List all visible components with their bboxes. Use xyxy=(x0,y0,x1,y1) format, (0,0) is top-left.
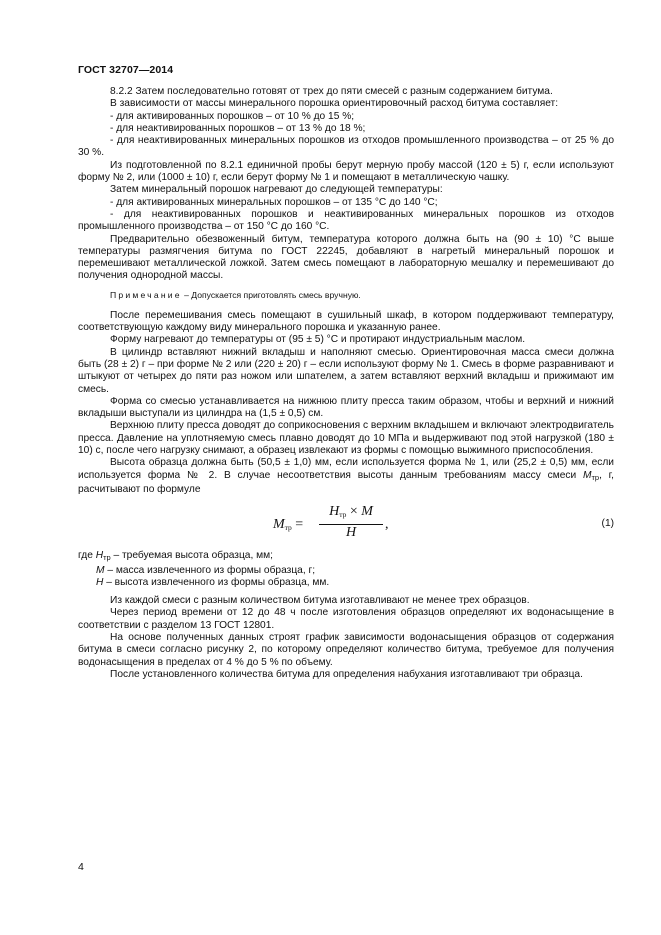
paragraph: После перемешивания смесь помещают в сушильный шкаф, в котором поддерживают температуру, соответствующую каждому виду минерального порошка и указанную ранее. xyxy=(78,309,614,334)
variable-h: H xyxy=(95,550,104,562)
text-span: где xyxy=(78,550,96,562)
note-label: Примечание xyxy=(110,289,182,300)
formula-var: M xyxy=(361,504,373,520)
paragraph: Форму нагревают до температуры от (95 ± 5) °С и протирают индустриальным маслом. xyxy=(110,334,526,346)
paragraph: На основе полученных данных строят график зависимости водонасыщения образцов от содержания битума в смеси согласно рисунку 2, по которому определяют количество битума, требуемое для получения водонасыщения в пределах от 4 % до 5 % по объему. xyxy=(78,631,614,668)
variable-h: H xyxy=(96,576,104,588)
paragraph: Предварительно обезвоженный битум, температура которого должна быть на (90 ± 10) °С выше температуры размягчения битума по ГОСТ 22245, добавляют в нагретый минеральный порошок и перемешивают металлической ложкой. Затем смесь помещают в лабораторную мешалку и перемешивают до получения однородной массы. xyxy=(78,233,614,282)
formula-denominator: H xyxy=(345,524,357,540)
text-span: – требуемая высота образца, мм; xyxy=(110,550,273,562)
variable-m: M xyxy=(96,564,105,576)
document-body xyxy=(78,86,614,681)
paragraph: Из подготовленной по 8.2.1 единичной пробы берут мерную пробу массой (120 ± 5) г, если используют форму № 2, или (1000 ± 10) г, если берут форму № 1 и помещают в металлическую чашку. xyxy=(78,159,614,184)
legend-line xyxy=(78,550,614,564)
formula-comma: , xyxy=(385,517,389,533)
list-item: - для активированных порошков – от 10 % до 15 %; xyxy=(110,110,355,122)
text-span: Высота образца должна быть (50,5 ± 1,0) мм, если используется форма № 1, или (25,2 ± 0,5) мм, если используется форма № 2. В случае несоответствия высоты данным требованиям массу смеси xyxy=(78,457,614,481)
formula-block xyxy=(78,502,614,546)
list-item: - для активированных минеральных порошков – от 135 °С до 140 °С; xyxy=(110,196,438,208)
formula-var: M xyxy=(273,517,285,533)
variable-m: M xyxy=(582,469,592,481)
legend-line xyxy=(78,565,614,577)
formula-lhs xyxy=(273,519,303,534)
formula-var: H xyxy=(329,504,340,520)
paragraph: 8.2.2 Затем последовательно готовят от трех до пяти смесей с разным содержанием битума. xyxy=(110,86,553,97)
formula-fraction xyxy=(319,506,383,539)
paragraph: В цилиндр вставляют нижний вкладыш и наполняют смесью. Ориентировочная масса смеси должна быть (28 ± 2) г – при форме № 2 или (220 ± 20) г – если используют форму № 1. Смесь в форме разравнивают и штыкуют от четырех до пяти раз ножом или шпателем, а затем вставляют верхний вкладыш и прижимают им смесь. xyxy=(78,346,614,395)
subscript: тр xyxy=(103,553,111,563)
paragraph: Из каждой смеси с разным количеством битума изготавливают не менее трех образцов. xyxy=(110,595,530,607)
document-header: ГОСТ 32707—2014 xyxy=(78,64,174,76)
list-item: - для неактивированных порошков – от 13 % до 18 %; xyxy=(110,122,366,134)
note xyxy=(78,290,614,301)
paragraph: Через период времени от 12 до 48 ч после изготовления образцов определяют их водонасыщение в соответствии с разделом 13 ГОСТ 12801. xyxy=(78,607,614,631)
paragraph xyxy=(78,457,614,496)
formula-operator: × xyxy=(349,504,358,520)
paragraph: В зависимости от массы минерального порошка ориентировочный расход битума составляет: xyxy=(110,98,559,110)
paragraph: Затем минеральный порошок нагревают до следующей температуры: xyxy=(110,184,443,196)
formula-subscript: тр xyxy=(284,523,292,533)
legend-line xyxy=(78,577,614,589)
text-span: – масса извлеченного из формы образца, г; xyxy=(104,564,316,576)
text-span: , г, расчитывают по формуле xyxy=(78,469,614,495)
list-item: - для неактивированных порошков и неактивированных минеральных порошков из отходов промышленного производства – от 150 °С до 160 °С. xyxy=(78,208,614,233)
page-number: 4 xyxy=(78,861,84,873)
subscript: тр xyxy=(591,472,600,482)
paragraph: Верхнюю плиту пресса доводят до соприкосновения с верхним вкладышем и включают электродвигатель пресса. Давление на уплотняемую смесь плавно доводят до 10 МПа и выдерживают под этой нагрузкой (180 ± 10) с, после чего нагрузку снимают, а образец извлекают из формы с помощью выжимного приспособления. xyxy=(78,420,614,457)
note-text: – Допускается приготовлять смесь вручную. xyxy=(184,289,361,300)
paragraph: После установленного количества битума для определения набухания изготавливают три образца. xyxy=(110,668,583,680)
formula-subscript: тр xyxy=(339,510,347,520)
paragraph: Форма со смесью устанавливается на нижнюю плиту пресса таким образом, чтобы и верхний и нижний вкладыши выступали из цилиндра на (1,5 ± 0,5) см. xyxy=(78,395,614,420)
formula-numerator xyxy=(319,506,383,524)
text-span: – высота извлеченного из формы образца, мм. xyxy=(103,576,330,588)
list-item: - для неактивированных минеральных порошков из отходов промышленного производства – от 25 % до 30 %. xyxy=(78,135,614,159)
formula-equals: = xyxy=(295,517,304,533)
equation-number: (1) xyxy=(601,518,614,530)
